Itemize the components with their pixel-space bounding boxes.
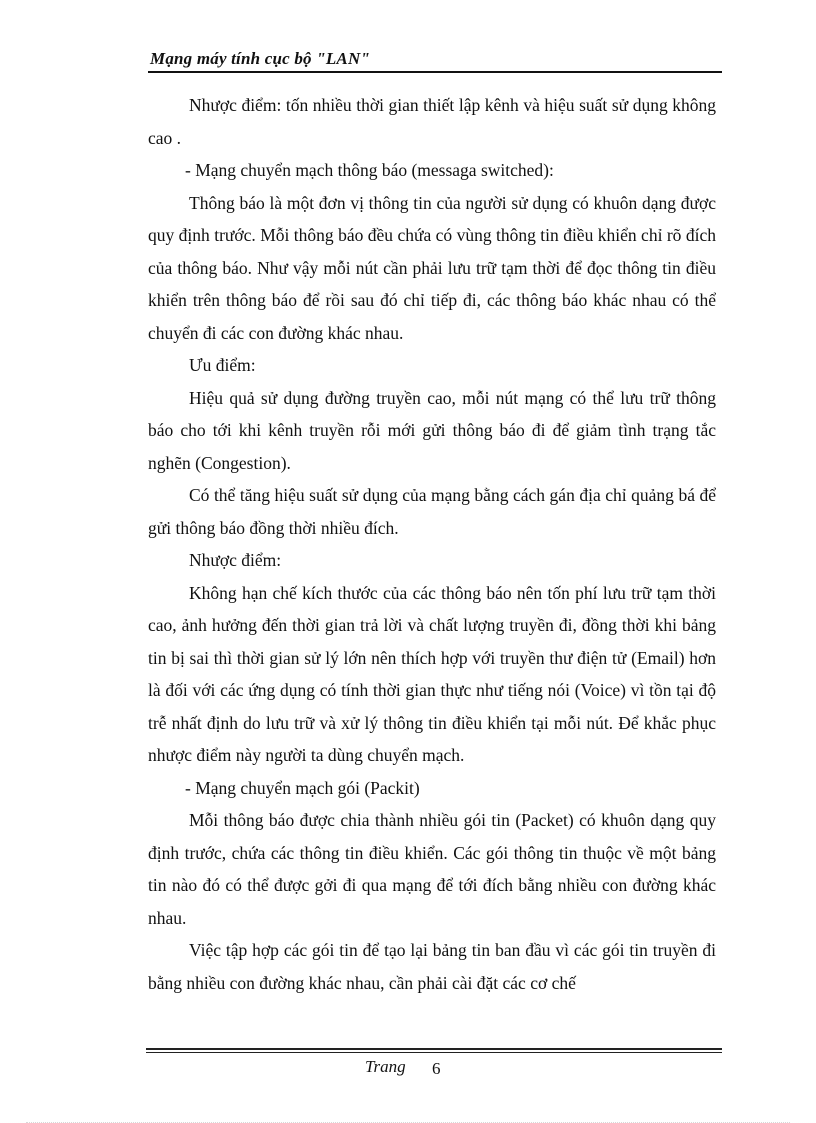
paragraph: - Mạng chuyển mạch gói (Packit) — [185, 777, 420, 798]
paragraph: Nhược điểm: tốn nhiều thời gian thiết lập kênh và hiệu suất sử dụng không cao . — [148, 95, 716, 148]
body-text — [148, 89, 716, 999]
header-rule — [148, 71, 722, 73]
paragraph: Nhược điểm: — [189, 550, 282, 570]
paragraph: Việc tập hợp các gói tin để tạo lại bảng tin ban đầu vì các gói tin truyền đi bằng nhiều con đường khác nhau, cần phải cài đặt các cơ chế — [148, 940, 716, 993]
paragraph: Hiệu quả sử dụng đường truyền cao, mỗi nút mạng có thể lưu trữ thông báo cho tới khi kênh truyền rỗi mới gửi thông báo đi để giảm tình trạng tắc nghẽn (Congestion). — [148, 387, 716, 473]
footer-rule-thin — [146, 1052, 722, 1053]
page-header — [148, 48, 722, 73]
page-number: 6 — [432, 1059, 441, 1078]
paragraph: Thông báo là một đơn vị thông tin của người sử dụng có khuôn dạng được quy định trước. Mỗi thông báo đều chứa có vùng thông tin điều khiển chỉ rõ đích của thông báo. Như vậy mỗi nút cần phải lưu trữ tạm thời để đọc thông tin điều khiển trên thông báo để rồi sau đó chỉ tiếp đi, các thông báo khác nhau có thể chuyển đi các con đường khác nhau. — [148, 192, 716, 343]
paragraph: Mỗi thông báo được chia thành nhiều gói tin (Packet) có khuôn dạng quy định trước, chứa các thông tin điều khiển. Các gói thông tin thuộc về một bảng tin nào đó có thể được gởi đi qua mạng để tới đích bằng nhiều con đường khác nhau. — [148, 810, 716, 928]
footer-trang-label: Trang — [365, 1057, 406, 1076]
paragraph: Có thể tăng hiệu suất sử dụng của mạng bằng cách gán địa chỉ quảng bá để gửi thông báo đồng thời nhiều đích. — [148, 485, 716, 538]
footer-rule — [146, 1048, 722, 1050]
paragraph: - Mạng chuyển mạch thông báo (messaga switched): — [185, 160, 554, 180]
header-title: Mạng máy tính cục bộ "LAN" — [150, 49, 371, 68]
page-footer — [146, 1048, 722, 1081]
paragraph: Không hạn chế kích thước của các thông báo nên tốn phí lưu trữ tạm thời cao, ảnh hưởng đến thời gian trả lời và chất lượng truyền đi, đồng thời khi bảng tin bị sai thì thời gian sử lý lớn nên thích hợp với truyền thư điện tử (Email) hơn là đối với các ứng dụng có tính thời gian thực như tiếng nói (Voice) vì tồn tại độ trễ nhất định do lưu trữ và xử lý thông tin điều khiển tại mỗi nút. Để khắc phục nhược điểm này người ta dùng chuyển mạch. — [148, 582, 716, 765]
footer-page-label — [146, 1057, 722, 1081]
paragraph: Ưu điểm: — [189, 355, 256, 375]
